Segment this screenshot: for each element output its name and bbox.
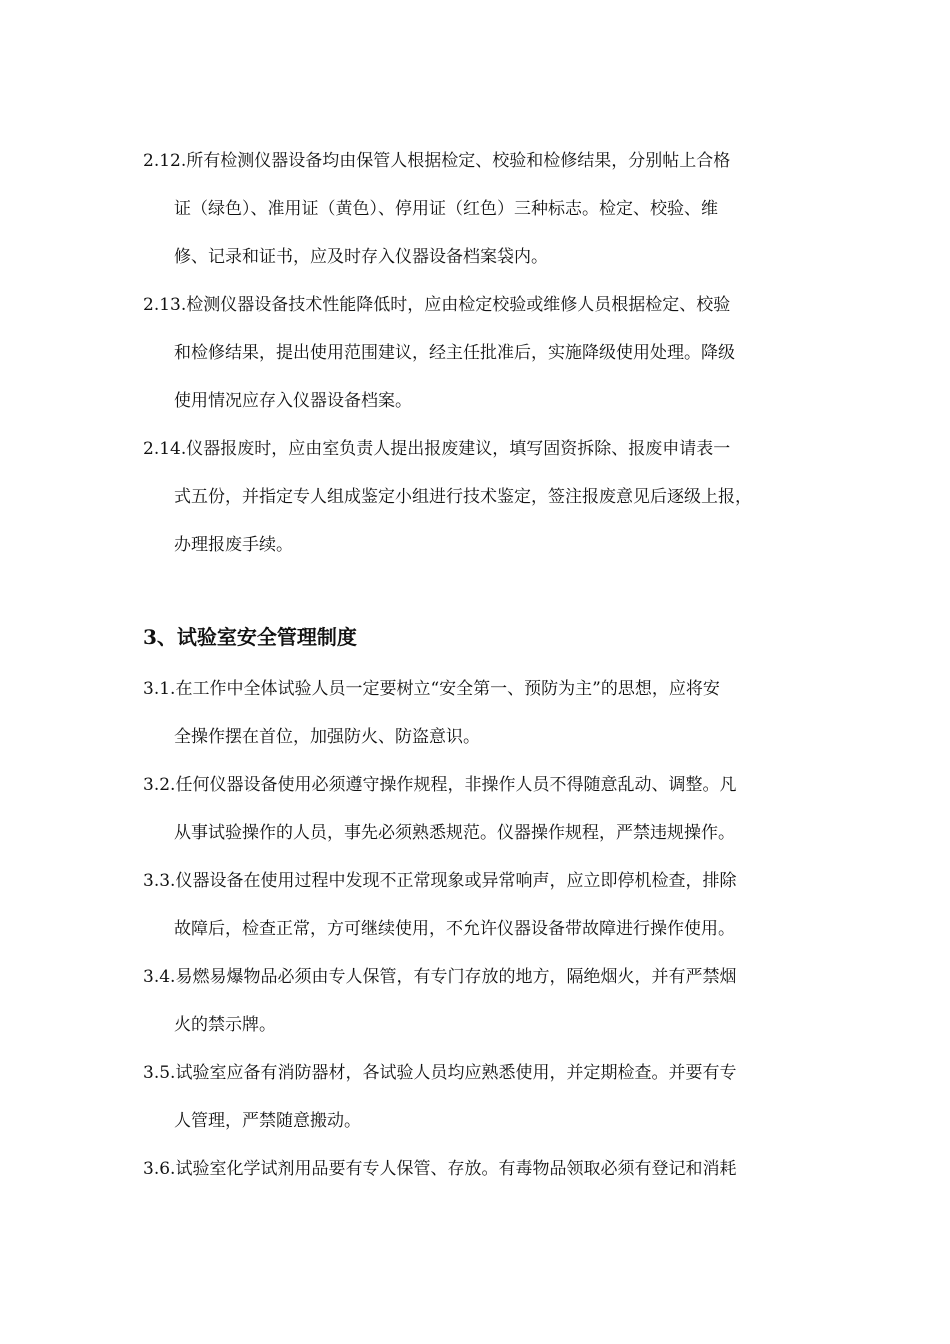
clause-line: 从事试验操作的人员，事先必须熟悉规范。仪器操作规程，严禁违规操作。 [174, 823, 735, 843]
clause-2-14 [143, 425, 818, 569]
clause-line: 证（绿色）、准用证（黄色）、停用证（红色）三种标志。检定、校验、维 [174, 199, 718, 219]
clause-3-2 [143, 761, 818, 857]
clause-line: 3.2.任何仪器设备使用必须遵守操作规程，非操作人员不得随意乱动、调整。凡 [143, 775, 737, 795]
clause-line: 办理报废手续。 [174, 535, 293, 555]
clause-line: 2.13.检测仪器设备技术性能降低时，应由检定校验或维修人员根据检定、校验 [143, 295, 731, 315]
clause-line: 式五份，并指定专人组成鉴定小组进行技术鉴定，签注报废意见后逐级上报， [174, 487, 752, 507]
clause-line: 2.14.仪器报废时，应由室负责人提出报废建议，填写固资拆除、报废申请表一 [143, 439, 731, 459]
clause-line: 3.1.在工作中全体试验人员一定要树立“安全第一、预防为主”的思想，应将安 [143, 679, 720, 699]
clause-line: 故障后，检查正常，方可继续使用，不允许仪器设备带故障进行操作使用。 [174, 919, 735, 939]
clause-3-4 [143, 953, 818, 1049]
clause-line: 3.3.仪器设备在使用过程中发现不正常现象或异常响声，应立即停机检查，排除 [143, 871, 737, 891]
clause-3-6 [143, 1145, 818, 1193]
clause-line: 全操作摆在首位，加强防火、防盗意识。 [174, 727, 480, 747]
clause-3-1 [143, 665, 818, 761]
clause-line: 3.4.易燃易爆物品必须由专人保管，有专门存放的地方，隔绝烟火，并有严禁烟 [143, 967, 737, 987]
clause-line: 修、记录和证书，应及时存入仪器设备档案袋内。 [174, 247, 548, 267]
clause-line: 人管理，严禁随意搬动。 [174, 1111, 361, 1131]
clause-line: 2.12.所有检测仪器设备均由保管人根据检定、校验和检修结果，分别帖上合格 [143, 151, 731, 171]
clause-2-13 [143, 281, 818, 425]
clause-2-12 [143, 137, 818, 281]
clause-line: 火的禁示牌。 [174, 1015, 276, 1035]
clause-line: 3.6.试验室化学试剂用品要有专人保管、存放。有毒物品领取必须有登记和消耗 [143, 1159, 737, 1179]
clause-3-3 [143, 857, 818, 953]
clause-line: 使用情况应存入仪器设备档案。 [174, 391, 412, 411]
section-heading: 3、试验室安全管理制度 [143, 625, 357, 649]
clause-line: 和检修结果，提出使用范围建议，经主任批准后，实施降级使用处理。降级 [174, 343, 735, 363]
clause-line: 3.5.试验室应备有消防器材，各试验人员均应熟悉使用，并定期检查。并要有专 [143, 1063, 737, 1083]
clause-3-5 [143, 1049, 818, 1145]
